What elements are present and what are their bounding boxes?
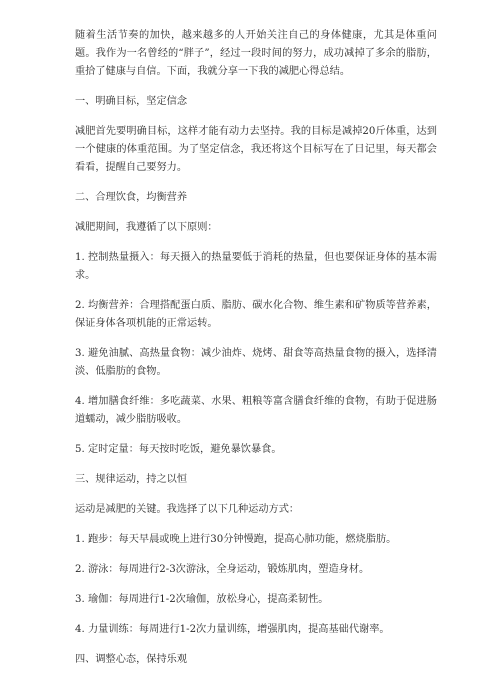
exercise-item-4: 4. 力量训练：每周进行1-2次力量训练，增强肌肉，提高基础代谢率。 (75, 624, 390, 635)
diet-item-4: 4. 增加膳食纤维：多吃蔬菜、水果、粗粮等富含膳食纤维的食物，有助于促进肠道蠕动，减少脂肪吸收。 (75, 396, 437, 425)
section-2-heading: 二、合理饮食，均衡营养 (75, 192, 188, 203)
diet-item-3: 3. 避免油腻、高热量食物：减少油炸、烧烤、甜食等高热量食物的摄入，选择清淡、低脂肪的食物。 (75, 348, 437, 377)
section-3-heading: 三、规律运动，持之以恒 (75, 474, 188, 485)
exercise-item-1: 1. 跑步：每天早晨或晚上进行30分钟慢跑，提高心肺功能，燃烧脂肪。 (75, 534, 397, 545)
document-body (75, 27, 437, 681)
exercise-item-2: 2. 游泳：每周进行2-3次游泳，全身运动，锻炼肌肉，塑造身材。 (75, 564, 370, 575)
diet-item-1: 1. 控制热量摄入：每天摄入的热量要低于消耗的热量，但也要保证身体的基本需求。 (75, 252, 437, 281)
section-1-paragraph: 减肥首先要明确目标，这样才能有动力去坚持。我的目标是减掉20斤体重，达到一个健康的体重范围。为了坚定信念，我还将这个目标写在了日记里，每天都会看看，提醒自己要努力。 (75, 126, 437, 173)
section-2-lead: 减肥期间，我遵循了以下原则： (75, 222, 218, 233)
diet-item-5: 5. 定时定量：每天按时吃饭，避免暴饮暴食。 (75, 444, 282, 455)
section-4-heading: 四、调整心态，保持乐观 (75, 654, 188, 665)
section-3-lead: 运动是减肥的关键。我选择了以下几种运动方式： (75, 504, 300, 515)
diet-item-2: 2. 均衡营养：合理搭配蛋白质、脂肪、碳水化合物、维生素和矿物质等营养素，保证身体各项机能的正常运转。 (75, 300, 437, 329)
intro-paragraph: 随着生活节奏的加快，越来越多的人开始关注自己的身体健康，尤其是体重问题。我作为一名曾经的“胖子”，经过一段时间的努力，成功减掉了多余的脂肪，重拾了健康与自信。下面，我就分享一下我的减肥心得总结。 (75, 30, 437, 77)
exercise-item-3: 3. 瑜伽：每周进行1-2次瑜伽，放松身心，提高柔韧性。 (75, 594, 329, 605)
section-1-heading: 一、明确目标，坚定信念 (75, 96, 188, 107)
